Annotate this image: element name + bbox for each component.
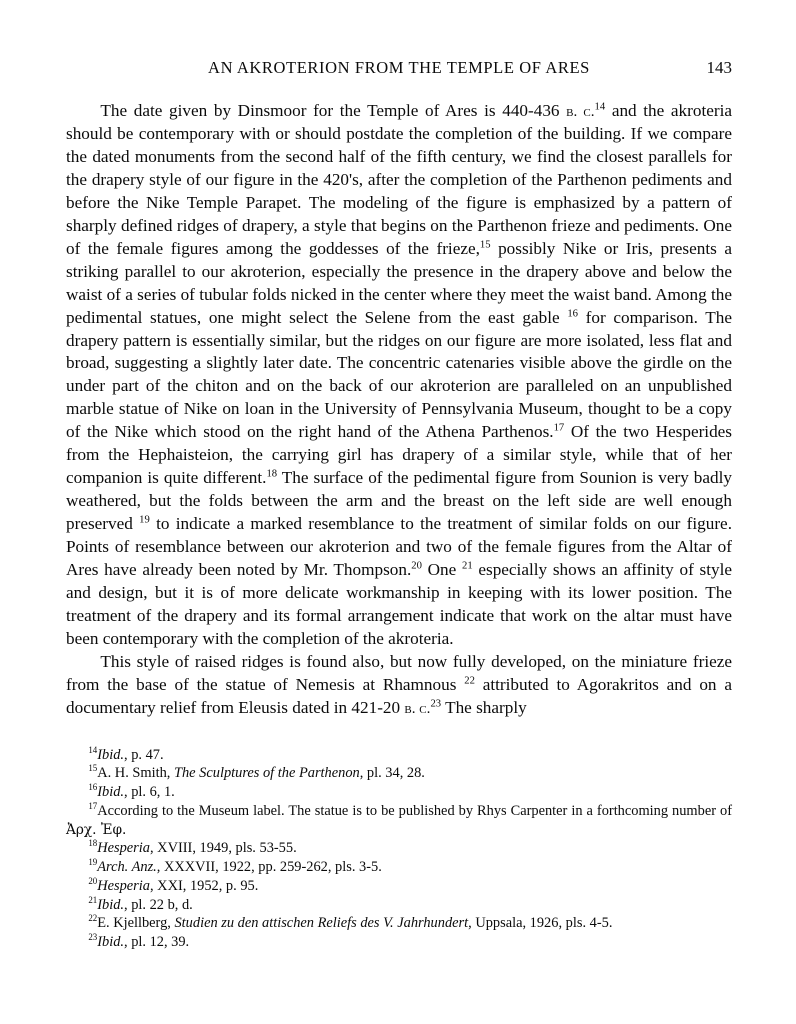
footnote-text: , pl. 34, 28.	[359, 765, 425, 782]
footnote-italic-lead: Ibid.	[97, 896, 124, 913]
footnote-marker: 17	[88, 801, 98, 812]
footnote-marker: 18	[88, 838, 98, 849]
body-text	[66, 100, 732, 720]
footnote-marker: 21	[88, 894, 98, 905]
footnote-ref-21[interactable]: 21	[462, 560, 473, 572]
footnote-item	[66, 839, 732, 858]
paragraph-2	[66, 651, 732, 720]
footnote-italic-lead: Ibid.	[97, 933, 124, 950]
p1-part-c: possibly Nike or Iris, presents a striking parallel to our akroterion, especially the presence in the drapery above and below the waist of a series of tubular folds nicked in the center where they meet the waist band. Among the pedimental statues, one might select the Selene from the east gable	[66, 238, 732, 327]
p1-part-f: The surface of the pedimental figure from Sounion is very badly weathered, but the folds between the arm and the breast on the left side are well enough preserved	[66, 468, 732, 534]
p1-part-h: One	[421, 560, 462, 580]
running-header	[66, 58, 732, 86]
p1-part-a: The date given by Dinsmoor for the Temple of Ares is 440-436	[100, 101, 567, 120]
footnote-marker: 15	[88, 763, 98, 774]
footnote-text: , pl. 22 b, d.	[124, 896, 193, 913]
footnote-italic-title: The Sculptures of the Parthenon	[173, 765, 360, 782]
footnote-ref-22[interactable]: 22	[464, 675, 475, 687]
p2-smallcaps-bc: b. c.	[404, 700, 431, 717]
footnote-italic-lead: Ibid.	[97, 746, 124, 763]
footnote-item	[66, 914, 732, 933]
paragraph-1	[66, 100, 732, 651]
footnote-item	[66, 877, 732, 896]
footnote-lead: E. Kjellberg,	[97, 915, 175, 932]
footnote-ref-19[interactable]: 19	[139, 514, 150, 526]
p1-part-g: to indicate a marked resemblance to the treatment of similar folds on our figure. Points of resemblance between our akroterion and two of the female figures from the Altar of Ares have already been noted by Mr. Thompson.	[66, 514, 732, 580]
footnote-italic-lead: Hesperia	[97, 840, 150, 857]
p1-part-d: for comparison. The drapery pattern is essentially similar, but the ridges on our figure are more isolated, less flat and broad, suggesting a slightly later date. The concentric catenaries visible above the girdle on the under part of the chiton and on the back of our akroterion are paralleled on an unpublished marble statue of Nike on loan in the University of Pennsylvania Museum, thought to be a copy of the Nike which stood on the right hand of the Athena Parthenos.	[66, 307, 732, 442]
footnote-italic-lead: Arch. Anz.	[97, 859, 157, 876]
footnote-ref-18[interactable]: 18	[266, 468, 278, 480]
footnote-marker: 22	[88, 913, 98, 924]
footnote-italic-lead: Ibid.	[97, 784, 124, 801]
p1-part-e: Of the two Hesperides from the Hephaisteion, the carrying girl has drapery of a similar style, while that of her companion is quite different.	[66, 422, 732, 488]
footnote-ref-14[interactable]: 14	[594, 101, 606, 113]
footnote-item	[66, 764, 732, 783]
p1-part-i: especially shows an affinity of style and design, but it is of more delicate workmanship in keeping with its lower position. The treatment of the drapery and its formal arrangement indicate that work on the altar must have been contemporary with the completion of the akroteria.	[66, 560, 732, 648]
footnote-ref-17[interactable]: 17	[553, 422, 565, 434]
footnote-text: , XVIII, 1949, pls. 53-55.	[149, 840, 297, 857]
footnote-marker: 19	[88, 857, 98, 868]
p2-part-b: attributed to Agorakritos and on a documentary relief from Eleusis dated in 421-20	[66, 674, 732, 717]
footnote-item	[66, 802, 732, 840]
footnote-item	[66, 896, 732, 915]
footnotes	[66, 746, 732, 952]
p2-part-a: This style of raised ridges is found also, but now fully developed, on the miniature frieze from the base of the statue of Nemesis at Rhamnous	[66, 651, 732, 694]
footnote-ref-16[interactable]: 16	[567, 307, 578, 319]
footnote-item	[66, 783, 732, 802]
footnote-item	[66, 933, 732, 952]
p2-part-c: The sharply	[441, 697, 527, 717]
footnote-item	[66, 858, 732, 877]
footnote-text: , Uppsala, 1926, pls. 4-5.	[468, 915, 613, 932]
p1-part-b: and the akroteria should be contemporary with or should postdate the completion of the building. If we compare the dated monuments from the second half of the fifth century, we find the closest parallels for the drapery style of our figure in the 420's, after the completion of the Parthenon pediments and before the Nike Temple Parapet. The modeling of the figure is emphasized by a pattern of sharply defined ridges of drapery, a style that begins on the Parthenon frieze and pediments. One of the female figures among the goddesses of the frieze,	[66, 101, 732, 258]
page-number: 143	[706, 58, 732, 77]
footnote-text: , pl. 6, 1.	[124, 784, 175, 801]
footnote-lead: A. H. Smith,	[97, 765, 174, 782]
footnote-ref-20[interactable]: 20	[411, 560, 422, 572]
p1-smallcaps-bc: b. c.	[566, 104, 595, 120]
footnote-marker: 20	[88, 876, 98, 887]
footnote-marker: 14	[88, 744, 98, 755]
footnote-ref-15[interactable]: 15	[479, 238, 491, 250]
footnote-text: , XXI, 1952, p. 95.	[149, 877, 259, 894]
footnote-greek: Ἀρχ. Ἐφ.	[66, 821, 127, 838]
footnote-text: , p. 47.	[124, 746, 164, 763]
footnote-italic-lead: Hesperia	[97, 877, 150, 894]
footnote-item	[66, 746, 732, 765]
running-title: AN AKROTERION FROM THE TEMPLE OF ARES	[208, 58, 590, 77]
footnote-italic-title: Studien zu den attischen Reliefs des V. Jahrhundert	[174, 915, 469, 932]
footnote-ref-23[interactable]: 23	[430, 698, 442, 710]
footnote-marker: 16	[88, 782, 98, 793]
footnote-marker: 23	[88, 932, 98, 943]
footnote-text: , pl. 12, 39.	[124, 933, 190, 950]
footnote-text: , XXXVII, 1922, pp. 259-262, pls. 3-5.	[156, 859, 382, 876]
footnote-text: According to the Museum label. The statue is to be published by Rhys Carpenter in a forthcoming number of	[97, 802, 732, 819]
